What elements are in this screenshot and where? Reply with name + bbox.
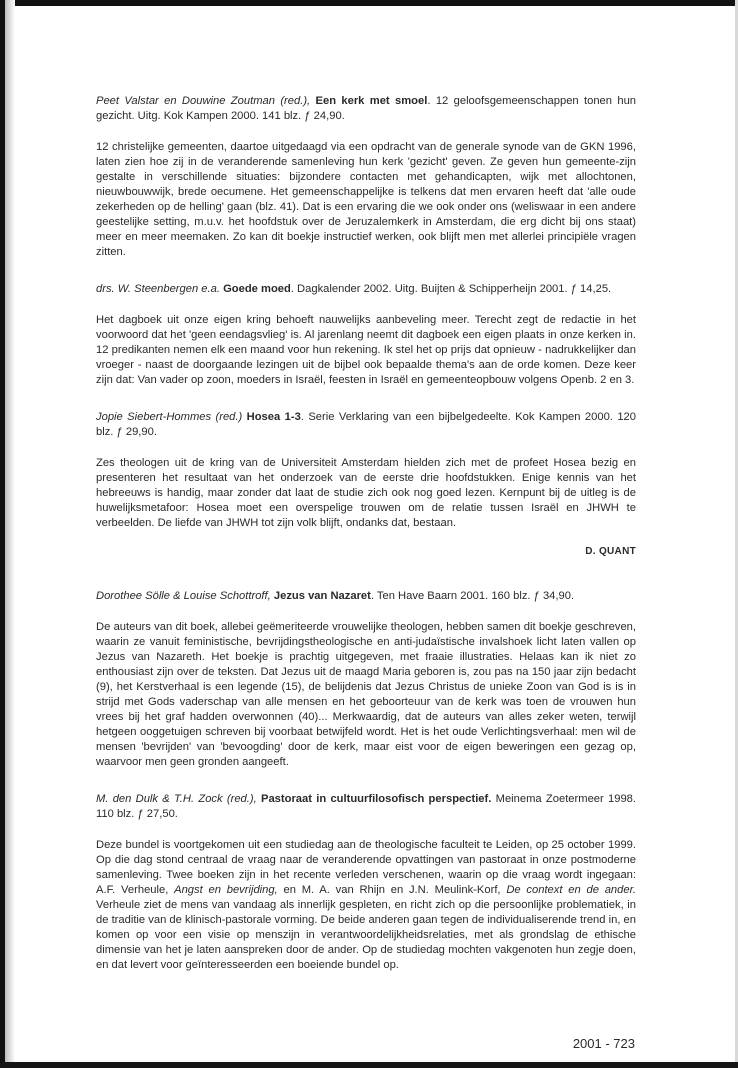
review-authors: drs. W. Steenbergen e.a.: [96, 283, 220, 295]
review-paragraph: De auteurs van dit boek, allebei geëmeriteerde vrouwelijke theologen, hebben samen dit boekje geschreven, waarin ze vanuit feministische, bevrijdingstheologische en anti-judaïstische invalshoek licht laten vallen op Jezus van Nazareth. Het boekje is prachtig uitgegeven, met fraaie illustraties. Helaas kan ik niet zo enthousiast zijn over de teksten. Dat Jezus uit de maagd Maria geboren is, zou pas na 150 jaar zijn bedacht (9), het Kerstverhaal is een legende (15), de belijdenis dat Jezus Christus de unieke Zoon van God is is in strijd met Gods vaderschap van alle mensen en het geboorteuur van de kerk was toen de vrouwen hun vrees bij het graf hadden overwonnen (40)... Merkwaardig, dat de auteurs van alles zeker weten, terwijl hetgeen ooggetuigen schreven bij voorbaat betwijfeld wordt. Het is het oude Verlichtingsverhaal: men wil de mensen 'bevrijden' van 'bevoogding' door de kerk, maar eist voor de eigen beweringen een gezag op, waarvoor men geen gronden aangeeft.: [96, 621, 636, 768]
review-publication: . Ten Have Baarn 2001. 160 blz. ƒ 34,90.: [370, 590, 575, 602]
review-body: [96, 140, 636, 260]
review-authors: Dorothee Sölle & Louise Schottroff,: [96, 590, 271, 602]
review-authors: M. den Dulk & T.H. Zock (red.),: [96, 793, 257, 805]
review-authors: Peet Valstar en Douwine Zoutman (red.),: [96, 95, 311, 107]
review-1: [96, 94, 636, 260]
review-5: [96, 792, 636, 973]
review-title: Een kerk met smoel: [315, 95, 428, 107]
scan-border-top: [0, 0, 738, 6]
review-title: Goede moed: [219, 283, 291, 295]
review-page: [96, 94, 636, 973]
review-body: [96, 620, 636, 770]
review-citation: [96, 410, 636, 440]
review-body: [96, 456, 636, 531]
review-publication: . Dagkalender 2002. Uitg. Buijten & Schipperheijn 2001. ƒ 14,25.: [290, 283, 612, 295]
scan-border-bottom: [0, 1062, 738, 1068]
review-3: [96, 410, 636, 559]
review-text: Verheule ziet de mens van vandaag als innerlijk gespleten, en richt zich op die persoonlijke problematiek, in de traditie van de klinisch-pastorale vorming. De beide anderen gaan tegen de individualiserende trend in, en komen op voor een visie op menszijn in verantwoordelijkheidsrelaties, met als grondslag de ethische dimensie van het je laten aanspreken door de ander. Op de studiedag mochten vakgenoten hun zegje doen, en dat levert voor geïnteresseerden een boeiende bundel op.: [96, 899, 636, 971]
review-2: [96, 282, 636, 388]
reviewer-signature: D. QUANT: [585, 546, 636, 557]
review-publication: Meinema Zoetermeer 1998. 110 blz. ƒ 27,50.: [96, 793, 636, 820]
review-4: [96, 589, 636, 770]
review-text: en M. A. van Rhijn en J.N. Meulink-Korf,: [277, 884, 507, 896]
review-citation: [96, 282, 636, 297]
cited-title: De context en de ander.: [506, 884, 637, 896]
review-publication: . Serie Verklaring van een bijbelgedeelte. Kok Kampen 2000. 120 blz. ƒ 29,90.: [96, 411, 636, 438]
review-citation: [96, 589, 636, 604]
review-body: [96, 313, 636, 388]
scan-shadow-left: [5, 0, 15, 1068]
review-title: Hosea 1-3: [242, 411, 301, 423]
review-paragraph: Het dagboek uit onze eigen kring behoeft nauwelijks aanbeveling meer. Terecht zegt de redactie in het voorwoord dat het 'geen eendagsvlieg' is. Al jarenlang neemt dit dagboek een eigen plaats in onze kerken in. 12 predikanten nemen elk een maand voor hun rekening. Ik stel het op prijs dat opnieuw - nadrukkelijker dan vroeger - naast de doorgaande lezingen uit de bijbel ook bepaalde thema's aan de orde komen. Deze keer zijn dat: Van vader op zoon, moeders in Israël, feesten in Israël en gemeenteopbouw volgens Openb. 2 en 3.: [96, 314, 636, 386]
review-title: Pastoraat in cultuurfilosofisch perspectief.: [256, 793, 492, 805]
review-title: Jezus van Nazaret: [270, 590, 371, 602]
review-separator: [96, 770, 636, 792]
review-citation: [96, 792, 636, 822]
review-separator: [96, 260, 636, 282]
page-number: 2001 - 723: [572, 1036, 635, 1051]
review-separator: [96, 559, 636, 589]
review-separator: [96, 388, 636, 410]
review-authors: Jopie Siebert-Hommes (red.): [96, 411, 243, 423]
cited-title: Angst en bevrijding,: [174, 884, 278, 896]
review-citation: [96, 94, 636, 124]
review-paragraph: Zes theologen uit de kring van de Universiteit Amsterdam hielden zich met de profeet Hosea bezig en presenteren het resultaat van het onderzoek van de eerste drie hoofdstukken. Enige kennis van het hebreeuws is handig, maar zonder dat laat de studie zich ook nog goed lezen. Kernpunt bij de uitleg is de huwelijksmetafoor: Hosea moet een overspelige trouwen om de relatie tussen Israël en JHWH te verbeelden. De liefde van JHWH tot zijn volk blijft, ondanks dat, bestaan.: [96, 457, 636, 529]
review-publication: . 12 geloofsgemeenschappen tonen hun gezicht. Uitg. Kok Kampen 2000. 141 blz. ƒ 24,90.: [96, 95, 637, 122]
review-text: Deze bundel is voortgekomen uit een studiedag aan de theologische faculteit te Leiden, op 25 october 1999. Op die dag stond centraal de vraag naar de veranderende opvattingen van pastoraat in onze postmoderne samenleving. Twee boeken zijn in het recente verleden verschenen, waarin op die vraag wordt ingegaan: A.F. Verheule,: [96, 839, 636, 896]
review-paragraph: [96, 838, 636, 973]
review-body: [96, 838, 636, 973]
review-paragraph: 12 christelijke gemeenten, daartoe uitgedaagd via een opdracht van de generale synode van de GKN 1996, laten zien hoe zij in de veranderende samenleving hun kerk 'gezicht' geven. Ze geven hun gemeente-zijn gestalte in verschillende situaties: bijzondere contacten met gehandicapten, wijk met allochtonen, nieuwbouwwijk, brede oecumene. Het gemeenschappelijke is telkens dat men ervaren heeft dat 'alle oude zekerheden op de helling' gaan (blz. 41). Dat is een ervaring die we ook onder ons (weliswaar in een andere geestelijke setting, m.u.v. het hoofdstuk over de Jeruzalemkerk in Amsterdam, die erg dicht bij ons staat) meer en meer meemaken. Zo kan dit boekje instructief werken, ook blijft men met allerlei principiële vragen zitten.: [96, 141, 636, 258]
